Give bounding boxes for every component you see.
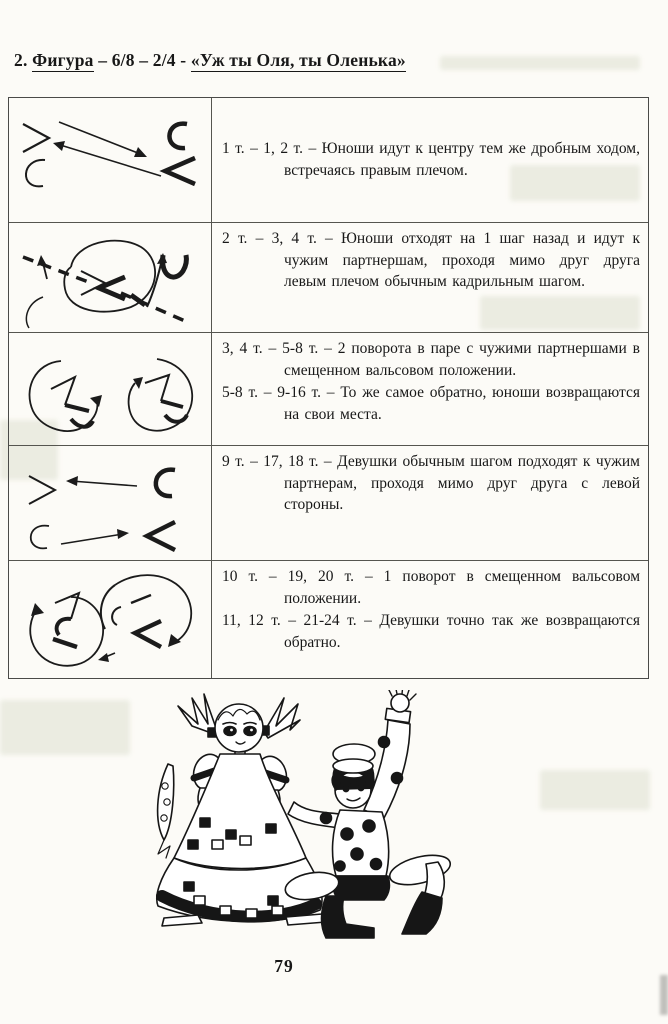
figure-step-entry: 11, 12 т. – 21-24 т. – Девушки точно так же возвращаются обратно. xyxy=(222,612,640,651)
figure-step-text-cell xyxy=(212,561,648,678)
figure-number: 2. xyxy=(14,50,28,70)
figure-step-text-cell xyxy=(212,98,648,223)
girls-approach-partners-diagram xyxy=(9,446,212,561)
figure-meter: – 6/8 – 2/4 - xyxy=(98,50,187,70)
figure-step-entry: 2 т. – 3, 4 т. – Юноши отходят на 1 шаг назад и идут к чужим партнершам, проходя мимо друг друга левым плечом обычным кадрильным шагом. xyxy=(222,230,640,290)
figure-step-text-cell xyxy=(212,446,648,561)
figure-word: Фигура xyxy=(32,50,94,70)
figure-table xyxy=(8,97,649,679)
dancing-girl-and-boy-cartoon xyxy=(148,690,488,958)
two-turns-in-pair-diagram xyxy=(9,333,212,446)
figure-song-title: «Уж ты Оля, ты Оленька» xyxy=(190,50,406,70)
figure-step-entry: 3, 4 т. – 5-8 т. – 2 поворота в паре с чужими партнершами в смещенном вальсовом положении. xyxy=(222,340,640,379)
figure-step-entry: 9 т. – 17, 18 т. – Девушки обычным шагом подходят к чужим партнерам, проходя мимо друг друга с левой стороны. xyxy=(222,453,640,513)
figure-heading xyxy=(14,50,406,71)
figure-step-entry: 10 т. – 19, 20 т. – 1 поворот в смещенном вальсовом положении. xyxy=(222,568,640,607)
figure-step-text-cell xyxy=(212,223,648,333)
bleed-through-artifact xyxy=(0,700,130,755)
youths-approach-center-diagram xyxy=(9,98,212,223)
turn-and-return-diagram xyxy=(9,561,212,678)
bleed-through-artifact xyxy=(440,56,640,70)
figure-step-entry: 1 т. – 1, 2 т. – Юноши идут к центру тем же дробным ходом, встречаясь правым плечом. xyxy=(222,140,640,179)
youths-cross-to-other-partners-diagram xyxy=(9,223,212,333)
scan-edge-smudge xyxy=(660,975,668,1015)
figure-step-text-cell xyxy=(212,333,648,446)
page-number: 79 xyxy=(274,956,294,976)
figure-step-entry: 5-8 т. – 9-16 т. – То же самое обратно, юноши возвращаются на свои места. xyxy=(222,384,640,423)
bleed-through-artifact xyxy=(540,770,650,810)
